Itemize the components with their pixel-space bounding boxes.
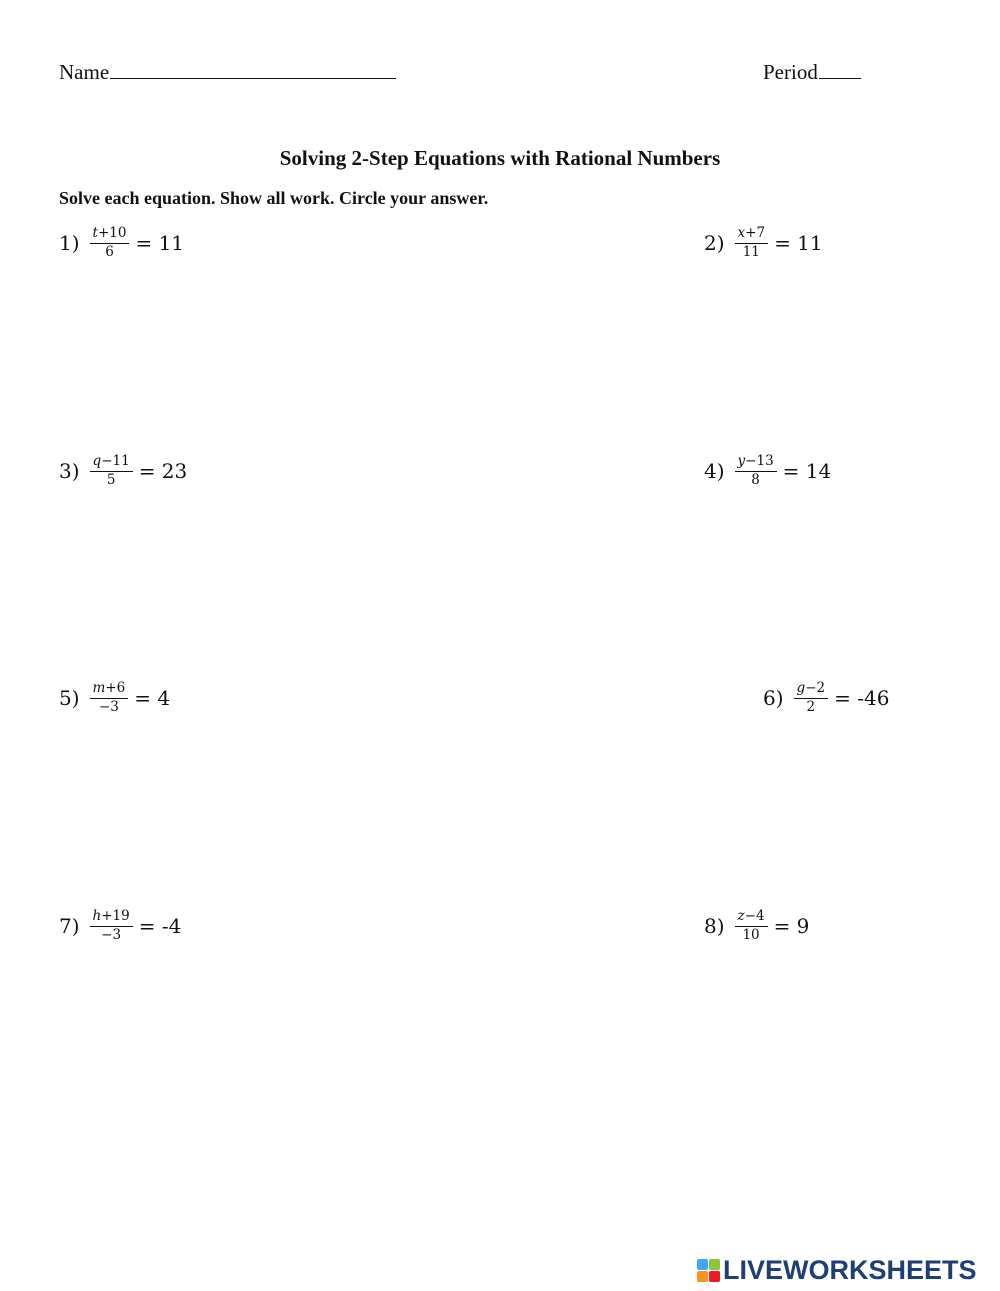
denominator: −3 [98, 698, 119, 715]
numerator-constant: −4 [744, 908, 765, 924]
variable: x [737, 225, 746, 241]
right-hand-side: = -46 [834, 686, 890, 711]
numerator-constant: +19 [101, 908, 130, 924]
fraction [735, 454, 777, 488]
denominator: 2 [806, 698, 816, 715]
denominator: 8 [751, 471, 760, 488]
problem-number: 7) [59, 914, 80, 939]
problem-1 [59, 226, 184, 260]
right-hand-side: = 11 [135, 231, 185, 256]
numerator [90, 226, 130, 244]
fraction [90, 454, 133, 488]
right-hand-side: = 4 [134, 686, 171, 711]
logo-mark-icon [697, 1259, 720, 1282]
numerator-constant: +10 [97, 225, 127, 241]
numerator [794, 681, 829, 699]
problem-8 [704, 909, 809, 943]
variable: q [92, 453, 102, 469]
numerator-constant: −13 [745, 453, 774, 469]
right-hand-side: = 11 [774, 231, 823, 256]
name-label: Name [59, 60, 110, 84]
problem-number: 5) [59, 686, 80, 711]
fraction [90, 226, 130, 260]
logo-tile [709, 1271, 720, 1282]
name-field [59, 60, 396, 85]
period-label: Period [763, 60, 818, 84]
fraction [735, 909, 768, 943]
variable: g [796, 680, 806, 696]
problem-6 [763, 681, 889, 715]
problem-number: 2) [704, 231, 725, 256]
problem-5 [59, 681, 170, 715]
numerator [90, 909, 133, 927]
right-hand-side: = -4 [138, 914, 182, 939]
right-hand-side: = 9 [773, 914, 810, 939]
problem-number: 3) [59, 459, 80, 484]
denominator: 11 [742, 243, 760, 260]
logo-tile [697, 1271, 708, 1282]
variable: t [92, 225, 98, 241]
denominator: 6 [105, 243, 114, 260]
problem-2 [704, 226, 823, 260]
variable: h [92, 908, 102, 924]
problem-number: 4) [704, 459, 725, 484]
problem-7 [59, 909, 181, 943]
numerator [735, 226, 769, 244]
logo-text: LIVEWORKSHEETS [723, 1254, 977, 1285]
numerator-constant: −11 [101, 453, 130, 469]
numerator [735, 909, 768, 927]
problem-3 [59, 454, 187, 488]
logo-tile [697, 1259, 708, 1270]
numerator [90, 454, 133, 472]
worksheet-title: Solving 2-Step Equations with Rational Numbers [279, 146, 721, 170]
fraction [90, 909, 133, 943]
numerator [735, 454, 777, 472]
problem-number: 1) [59, 231, 80, 256]
logo-tile [709, 1259, 720, 1270]
variable: y [737, 453, 746, 469]
period-field [763, 60, 861, 85]
denominator: 5 [106, 471, 116, 488]
numerator-constant: +6 [105, 680, 126, 696]
period-blank-line[interactable] [819, 76, 861, 79]
problem-number: 6) [763, 686, 784, 711]
variable: m [92, 680, 106, 696]
problem-number: 8) [704, 914, 725, 939]
right-hand-side: = 23 [138, 459, 188, 484]
numerator [90, 681, 129, 699]
instructions: Solve each equation. Show all work. Circle your answer. [59, 188, 489, 208]
fraction [794, 681, 829, 715]
numerator-constant: +7 [745, 225, 766, 241]
denominator: 10 [742, 926, 760, 943]
fraction [90, 681, 129, 715]
liveworksheets-logo [697, 1254, 977, 1286]
variable: z [737, 908, 745, 924]
right-hand-side: = 14 [782, 459, 832, 484]
problem-4 [704, 454, 831, 488]
denominator: −3 [101, 926, 122, 943]
fraction [735, 226, 769, 260]
name-blank-line[interactable] [110, 76, 396, 79]
numerator-constant: −2 [805, 680, 826, 696]
